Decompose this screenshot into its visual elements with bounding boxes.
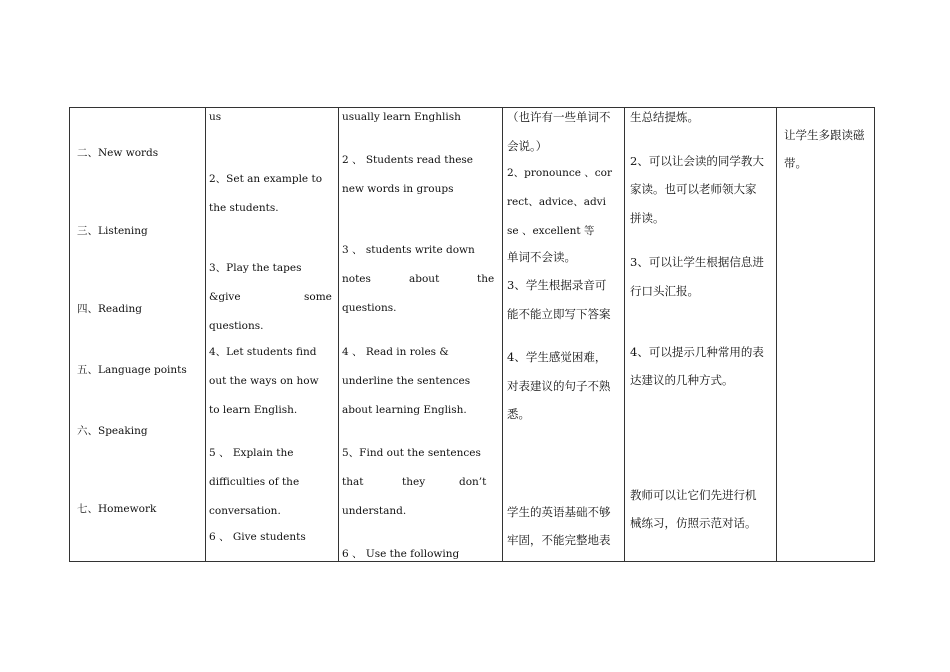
strategies-column [625,108,777,561]
strategy-line: 械练习，仿照示范对话。 [630,516,757,530]
teacher-line: conversation. [209,505,281,517]
strategy-line: 生总结提炼。 [630,110,699,124]
teacher-activities-column [206,108,339,561]
teacher-line: 3、Play the tapes [209,262,302,274]
notes-column [777,108,876,561]
student-line: 4 、 Read in roles & [342,346,449,358]
teacher-line: 4、Let students find [209,346,317,358]
section-language-points: 五、Language points [77,364,187,376]
student-activities-column [339,108,503,561]
teacher-line: the students. [209,202,279,214]
strategy-line: 达建议的几种方式。 [630,373,734,387]
difficulty-line: 4、学生感觉困难， [507,350,607,364]
student-line: they [402,476,426,488]
student-line: that [342,476,364,488]
teacher-line: out the ways on how [209,375,319,387]
difficulty-line: se 、excellent 等 [507,225,595,237]
student-line: questions. [342,302,397,314]
note-line: 让学生多跟读磁 [784,128,865,142]
teacher-line: difficulties of the [209,476,300,488]
student-line: 2 、 Students read these [342,154,474,166]
lesson-plan-table [69,107,875,562]
strategy-line: 家读。也可以老师领大家 [630,182,757,196]
student-line: about [409,273,440,285]
difficulty-line: 对表建议的句子不熟 [507,379,611,393]
strategy-line: 教师可以让它们先进行机 [630,488,757,502]
difficulty-line: 学生的英语基础不够 [507,505,611,519]
teacher-line: 6 、 Give students [209,531,306,543]
strategy-line: 3、可以让学生根据信息进 [630,255,764,269]
student-line: underline the sentences [342,375,471,387]
student-line: 5、Find out the sentences [342,447,481,459]
student-line: don’t [459,476,487,488]
difficulty-line: （也许有一些单词不 [507,110,611,124]
student-line: notes [342,273,371,285]
teacher-line: to learn English. [209,404,298,416]
section-homework: 七、Homework [77,503,157,515]
section-new-words: 二、New words [77,147,159,159]
teacher-line: us [209,111,222,123]
student-line: 3 、 students write down [342,244,475,256]
student-line: new words in groups [342,183,454,195]
teacher-line: 5 、 Explain the [209,447,294,459]
section-speaking: 六、Speaking [77,425,148,437]
strategy-line: 行口头汇报。 [630,284,699,298]
strategy-line: 2、可以让会读的同学教大 [630,154,764,168]
difficulty-line: 2、pronounce 、cor [507,167,613,179]
teacher-line: questions. [209,320,264,332]
teacher-line: 2、Set an example to [209,173,323,185]
difficulty-line: 悉。 [507,407,530,421]
student-line: about learning English. [342,404,467,416]
section-reading: 四、Reading [77,303,142,315]
difficulty-line: 单词不会读。 [507,250,576,264]
sections-column [70,108,206,561]
difficulty-line: 3、学生根据录音可 [507,278,607,292]
teacher-line: some [304,291,332,303]
student-line: understand. [342,505,407,517]
strategy-line: 拼读。 [630,211,665,225]
difficulties-column [503,108,625,561]
strategy-line: 4、可以提示几种常用的表 [630,345,764,359]
student-line: usually learn Enghlish [342,111,461,123]
teacher-line: &give [209,291,241,303]
difficulty-line: 会说。） [507,139,548,153]
student-line: 6 、 Use the following [342,548,460,560]
difficulty-line: 能不能立即写下答案 [507,307,611,321]
difficulty-line: rect、advice、advi [507,196,606,208]
difficulty-line: 牢固，不能完整地表 [507,533,611,547]
note-line: 带。 [784,156,807,170]
section-listening: 三、Listening [77,225,148,237]
student-line: the [477,273,495,285]
